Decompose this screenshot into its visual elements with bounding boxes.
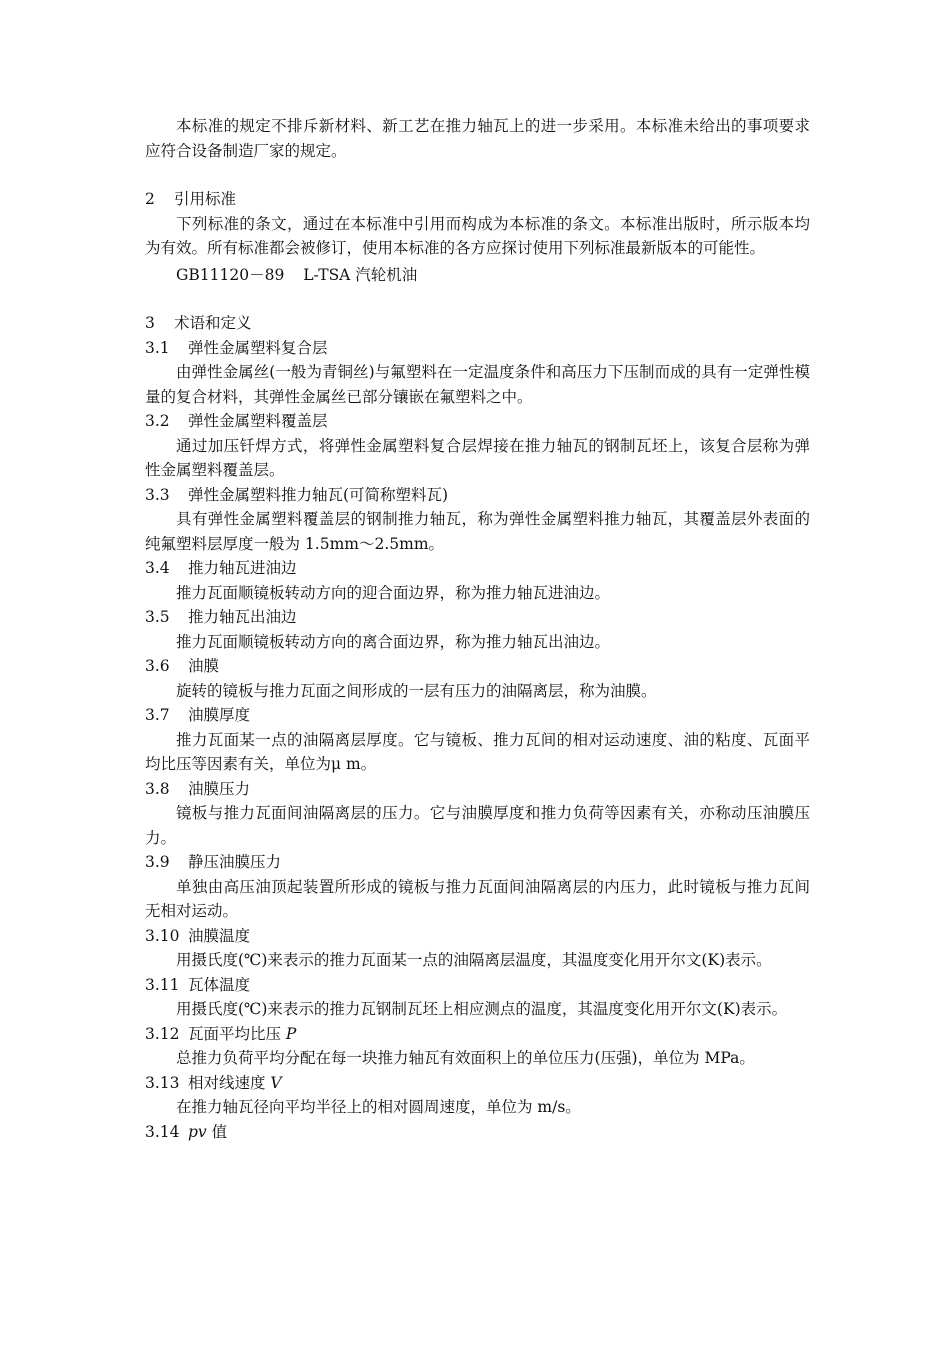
term-symbol: P (285, 1024, 297, 1043)
term-title: 相对线速度 (187, 1073, 266, 1092)
term-heading (145, 850, 810, 875)
document-body (145, 114, 810, 1144)
section-3-heading (145, 311, 810, 336)
section-2-body: 下列标准的条文，通过在本标准中引用而构成为本标准的条文。本标准出版时，所示版本均为有效。所有标准都会被修订，使用本标准的各方应探讨使用下列标准最新版本的可能性。 (145, 214, 810, 257)
term-definition: 具有弹性金属塑料覆盖层的钢制推力轴瓦，称为弹性金属塑料推力轴瓦，其覆盖层外表面的纯氟塑料层厚度一般为 1.5mm～2.5mm。 (145, 510, 810, 553)
term-title: 推力轴瓦进油边 (187, 559, 297, 577)
term-heading (145, 409, 810, 434)
term-number: 3.11 (145, 975, 180, 994)
term-title: 弹性金属塑料复合层 (187, 338, 328, 357)
term-number: 3.12 (145, 1024, 180, 1043)
term-title: 油膜压力 (187, 779, 250, 798)
term-number: 3.13 (145, 1073, 180, 1092)
reference-title: L-TSA 汽轮机油 (303, 265, 418, 284)
term-title: 瓦面平均比压 (187, 1024, 281, 1043)
term-title: 推力轴瓦出油边 (187, 608, 297, 626)
term-number: 3.6 (145, 657, 170, 675)
section-number: 3 (145, 314, 155, 332)
term-number: 3.10 (145, 926, 180, 945)
term-number: 3.4 (145, 559, 170, 577)
term-definition: 推力瓦面顺镜板转动方向的离合面边界，称为推力轴瓦出油边。 (176, 632, 611, 651)
term-heading (145, 654, 810, 679)
term-heading (145, 973, 810, 998)
section-title: 引用标准 (173, 190, 236, 208)
term-number: 3.14 (145, 1122, 180, 1141)
term-symbol: pv (187, 1122, 207, 1141)
term-number: 3.7 (145, 706, 170, 724)
term-number: 3.9 (145, 853, 170, 871)
term-definition: 由弹性金属丝(一般为青铜丝)与氟塑料在一定温度条件和高压力下压制而成的具有一定弹性模量的复合材料，其弹性金属丝已部分镶嵌在氟塑料之中。 (145, 363, 810, 406)
term-heading (145, 1120, 810, 1145)
term-heading (145, 556, 810, 581)
term-title: 油膜温度 (187, 926, 250, 945)
intro-paragraph: 本标准的规定不排斥新材料、新工艺在推力轴瓦上的进一步采用。本标准未给出的事项要求应符合设备制造厂家的规定。 (145, 117, 810, 160)
term-number: 3.2 (145, 412, 170, 430)
term-definition: 推力瓦面某一点的油隔离层厚度。它与镜板、推力瓦间的相对运动速度、油的粘度、瓦面平均比压等因素有关，单位为μ m。 (145, 730, 810, 773)
term-heading (145, 777, 810, 802)
term-number: 3.8 (145, 779, 170, 798)
section-title: 术语和定义 (173, 314, 252, 332)
term-definition: 旋转的镜板与推力瓦面之间形成的一层有压力的油隔离层，称为油膜。 (176, 681, 657, 700)
term-heading (145, 703, 810, 728)
term-title: 弹性金属塑料覆盖层 (187, 412, 328, 430)
term-title: 值 (211, 1122, 228, 1141)
term-heading (145, 336, 810, 361)
term-definition: 推力瓦面顺镜板转动方向的迎合面边界，称为推力轴瓦进油边。 (176, 583, 611, 602)
section-2-heading (145, 187, 810, 212)
term-number: 3.5 (145, 608, 170, 626)
section-number: 2 (145, 190, 155, 208)
term-heading (145, 605, 810, 630)
term-definition: 用摄氏度(℃)来表示的推力瓦面某一点的油隔离层温度，其温度变化用开尔文(K)表示。 (176, 951, 772, 969)
term-definition: 总推力负荷平均分配在每一块推力轴瓦有效面积上的单位压力(压强)，单位为 MPa。 (176, 1049, 755, 1067)
term-symbol: V (270, 1073, 282, 1092)
term-definition: 单独由高压油顶起装置所形成的镜板与推力瓦面间油隔离层的内压力，此时镜板与推力瓦间无相对运动。 (145, 877, 810, 920)
term-definition: 在推力轴瓦径向平均半径上的相对圆周速度，单位为 m/s。 (176, 1098, 581, 1116)
term-title: 静压油膜压力 (187, 853, 281, 871)
term-title: 油膜厚度 (187, 706, 250, 724)
term-heading (145, 924, 810, 949)
term-heading (145, 1022, 810, 1047)
term-title: 弹性金属塑料推力轴瓦(可简称塑料瓦) (187, 485, 449, 504)
term-definition: 用摄氏度(℃)来表示的推力瓦钢制瓦坯上相应测点的温度，其温度变化用开尔文(K)表示。 (176, 1000, 788, 1018)
term-definition: 镜板与推力瓦面间油隔离层的压力。它与油膜厚度和推力负荷等因素有关，亦称动压油膜压力。 (145, 804, 810, 847)
reference-code: GB11120－89 (176, 265, 285, 284)
normative-reference (145, 263, 810, 288)
term-title: 油膜 (187, 657, 219, 675)
term-heading (145, 1071, 810, 1096)
term-number: 3.3 (145, 485, 170, 504)
term-number: 3.1 (145, 338, 170, 357)
term-heading (145, 483, 810, 508)
term-title: 瓦体温度 (187, 975, 250, 994)
term-definition: 通过加压钎焊方式，将弹性金属塑料复合层焊接在推力轴瓦的钢制瓦坯上，该复合层称为弹性金属塑料覆盖层。 (145, 436, 810, 479)
